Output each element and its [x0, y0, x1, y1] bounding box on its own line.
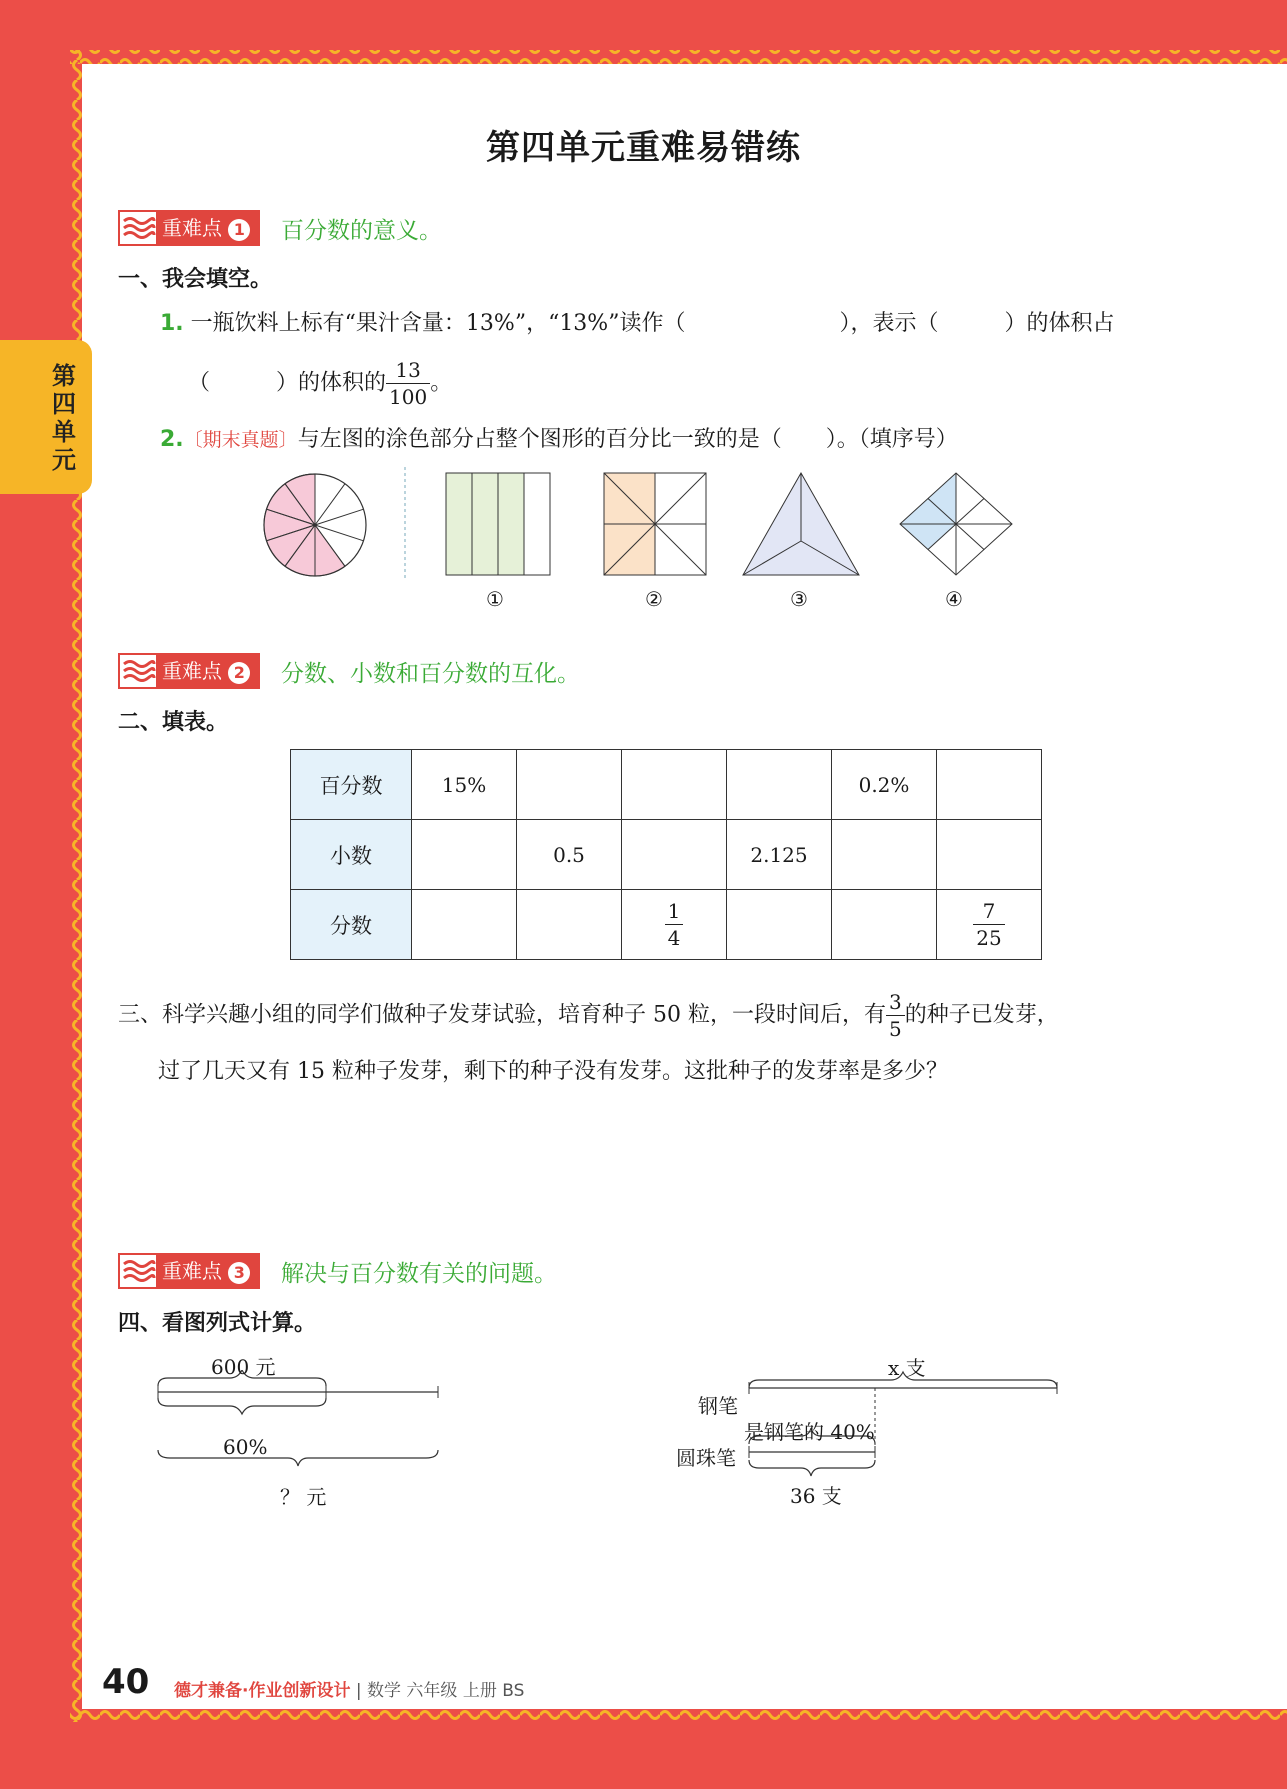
table-cell[interactable]: 0.2% — [832, 750, 937, 820]
table-row — [291, 890, 1042, 960]
option-1-label: ① — [486, 587, 504, 611]
table-cell[interactable] — [937, 890, 1042, 960]
table-cell[interactable] — [412, 890, 517, 960]
table-cell[interactable] — [517, 750, 622, 820]
key-point-badge-3: 重难点 3 — [118, 1253, 260, 1289]
option-3-figure — [743, 473, 859, 575]
diagram-1-top-label: 600 元 — [211, 1355, 276, 1379]
number-circle-icon: 2 — [228, 662, 250, 684]
footer-series: 德才兼备·作业创新设计 | 数学 六年级 上册 BS — [174, 1681, 525, 1701]
page-title: 第四单元重难易错练 — [486, 128, 801, 168]
table-cell[interactable] — [517, 890, 622, 960]
diagram-2-row2-label: 圆珠笔 — [676, 1446, 736, 1470]
table-cell[interactable] — [622, 820, 727, 890]
question-3-line-2: 过了几天又有 15 粒种子发芽，剩下的种子没有发芽。这批种子的发芽率是多少？ — [158, 1059, 948, 1084]
option-1-figure — [446, 473, 550, 575]
question-1-line-1: 1. 一瓶饮料上标有“果汁含量：13%”，“13%”读作（ ），表示（ ）的体积占 — [160, 311, 1115, 336]
table-cell[interactable] — [622, 890, 727, 960]
table-row — [291, 750, 1042, 820]
diagram-2-row1-label: 钢笔 — [698, 1394, 738, 1418]
option-4-figure — [900, 473, 1012, 575]
diagram-2-top-label: x 支 — [888, 1356, 926, 1380]
key-point-badge-2: 重难点 2 — [118, 653, 260, 689]
diagram-2-bottom-label: 36 支 — [790, 1484, 842, 1508]
number-circle-icon: 3 — [228, 1262, 250, 1284]
table-cell[interactable] — [727, 890, 832, 960]
key-point-title-1: 百分数的意义。 — [281, 218, 442, 244]
wave-icon — [120, 1255, 156, 1287]
option-4-label: ④ — [945, 587, 963, 611]
diagram-1-mid-label: 60% — [223, 1435, 268, 1459]
table-cell[interactable]: 2.125 — [727, 820, 832, 890]
table-row — [291, 820, 1042, 890]
option-2-figure — [604, 473, 706, 575]
section-heading-2: 二、填表。 — [118, 710, 229, 735]
number-circle-icon: 1 — [228, 219, 250, 241]
table-cell[interactable]: 0.5 — [517, 820, 622, 890]
key-point-title-2: 分数、小数和百分数的互化。 — [281, 661, 580, 687]
table-cell[interactable] — [832, 820, 937, 890]
row-header: 百分数 — [291, 750, 412, 820]
table-cell[interactable] — [727, 750, 832, 820]
question-1-line-2: （ ）的体积的 $\frac{13}{100}$ 。 — [188, 358, 453, 409]
key-point-badge-1: 重难点 1 — [118, 210, 260, 246]
section-heading-1: 一、我会填空。 — [118, 267, 273, 292]
reference-pie — [264, 474, 366, 576]
fraction-3-5: $\frac{3}{5}$ — [886, 992, 905, 1039]
fraction-13-100: $\frac{13}{100}$ — [386, 360, 430, 407]
page-number: 40 — [102, 1662, 150, 1702]
fraction-7-25: $\frac{7}{25}$ — [973, 901, 1004, 948]
table-cell[interactable] — [622, 750, 727, 820]
table-cell[interactable] — [412, 820, 517, 890]
unit-side-tab — [0, 340, 92, 494]
option-2-label: ② — [645, 587, 663, 611]
unit-side-tab-label: 第四单元 — [52, 362, 76, 474]
option-3-label: ③ — [790, 587, 808, 611]
table-cell[interactable]: 15% — [412, 750, 517, 820]
section-heading-4: 四、看图列式计算。 — [118, 1311, 317, 1336]
row-header: 小数 — [291, 820, 412, 890]
fraction-1-4: $\frac{1}{4}$ — [665, 901, 684, 948]
table-cell[interactable] — [937, 820, 1042, 890]
diagram-2-note-label: 是钢笔的 40% — [744, 1420, 875, 1444]
wave-icon — [120, 212, 156, 244]
table-cell[interactable] — [832, 890, 937, 960]
question-2: 2.〔期末真题〕与左图的涂色部分占整个图形的百分比一致的是（ ）。（填序号） — [160, 427, 958, 452]
row-header: 分数 — [291, 890, 412, 960]
wave-icon — [120, 655, 156, 687]
conversion-table — [290, 749, 1042, 960]
key-point-title-3: 解决与百分数有关的问题。 — [281, 1261, 557, 1287]
question-3-line-1: 三、科学兴趣小组的同学们做种子发芽试验，培育种子 50 粒，一段时间后，有 $\frac{3}{5}$ 的种子已发芽， — [118, 990, 1059, 1041]
diagram-1-bottom-label: ？ 元 — [280, 1485, 327, 1509]
table-cell[interactable] — [937, 750, 1042, 820]
